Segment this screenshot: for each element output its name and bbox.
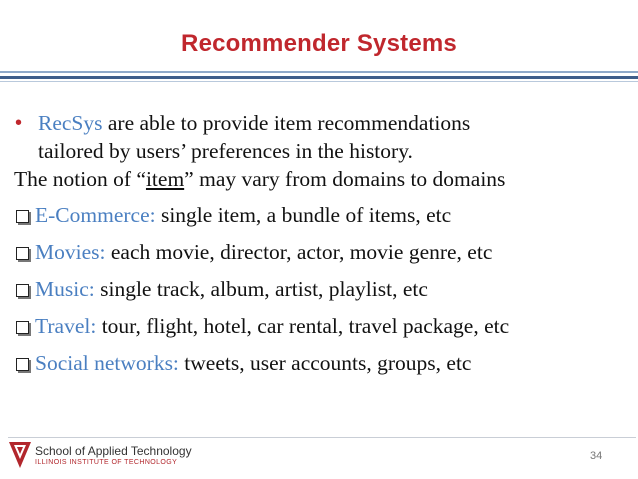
checkbox-icon	[16, 284, 29, 297]
domain-label: Music:	[35, 277, 95, 301]
domain-text: tweets, user accounts, groups, etc	[178, 351, 472, 375]
notion-prefix: The notion of “	[14, 167, 146, 191]
notion-line	[14, 165, 630, 193]
iit-logo-icon	[8, 440, 32, 470]
domain-item	[14, 275, 630, 303]
domain-label: E-Commerce:	[35, 203, 156, 227]
domain-label: Social networks:	[35, 351, 179, 375]
domain-item	[14, 349, 630, 377]
intro-text: are able to provide item recommendations	[102, 111, 471, 135]
domain-item	[14, 238, 630, 266]
domain-text: single item, a bundle of items, etc	[155, 203, 452, 227]
domain-text: tour, flight, hotel, car rental, travel package, etc	[96, 314, 510, 338]
domain-text: each movie, director, actor, movie genre, etc	[105, 240, 493, 264]
title-divider-faint	[0, 81, 638, 82]
domain-label: Travel:	[35, 314, 97, 338]
school-name: School of Applied Technology	[35, 444, 192, 458]
checkbox-icon	[16, 247, 29, 260]
intro-continuation: tailored by users’ preferences in the history.	[38, 139, 413, 163]
institute-name: ILLINOIS INSTITUTE OF TECHNOLOGY	[35, 459, 178, 466]
checkbox-icon	[16, 321, 29, 334]
domain-label: Movies:	[35, 240, 106, 264]
footer-divider	[8, 437, 636, 438]
notion-suffix: ” may vary from domains to domains	[184, 167, 506, 191]
title-divider-light	[0, 71, 638, 73]
recsys-term: RecSys	[38, 111, 103, 135]
bullet-dot-icon: •	[15, 112, 23, 134]
intro-bullet	[14, 109, 630, 137]
item-term: item	[145, 167, 185, 191]
domain-text: single track, album, artist, playlist, etc	[94, 277, 428, 301]
domain-item	[14, 312, 630, 340]
slide-title: Recommender Systems	[181, 30, 457, 57]
title-divider	[0, 76, 638, 79]
checkbox-icon	[16, 358, 29, 371]
slide-body	[14, 109, 630, 377]
page-number: 34	[590, 450, 603, 462]
domain-item	[14, 201, 630, 229]
checkbox-icon	[16, 210, 29, 223]
